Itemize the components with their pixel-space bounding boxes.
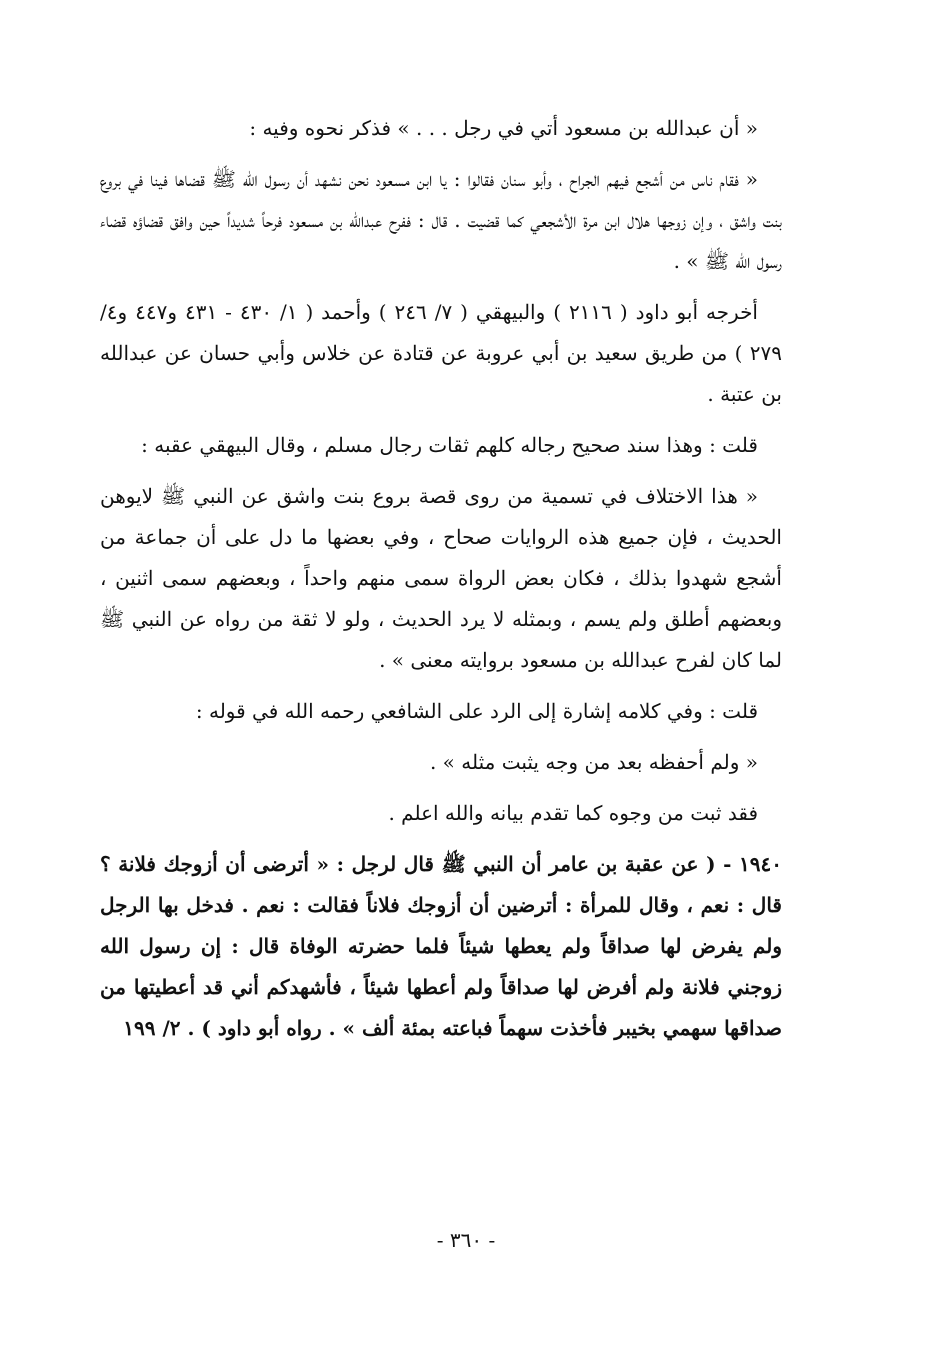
takhrij-paragraph: أخرجه أبو داود ( ٢١١٦ ) والبيهقي ( ٧/ ٢٤٦ ) وأحمد ( ١/ ٤٣٠ - ٤٣١ و٤٤٧ و٤/ ٢٧٩ ) من طريق سعيد بن أبي عروبة عن قتادة عن خلاس وأبي حسان عن عبدالله بن عتبة . — [100, 300, 782, 406]
quote-ashja-paragraph: « فقام ناس من أشجع فيهم الجراح ، وأبو سنان فقالوا : يا ابن مسعود نحن نشهد أن رسول الله ﷺ قضاها فينا في بروع بنت واشق ، وإن زوجها هلال ابن مرة الأشجعي كما قضيت . قال : ففرح عبدالله بن مسعود فرحاً شديداً حين وافق قضاؤه قضاء رسول الله ﷺ » . — [100, 167, 783, 273]
bayhaqi-quote-paragraph: « هذا الاختلاف في تسمية من روى قصة بروع بنت واشق عن النبي ﷺ لايوهن الحديث ، فإن جميع هذه الروايات صحاح ، وفي بعضها ما دل على أن جماعة من أشجع شهدوا بذلك ، فكان بعض الرواة سمى منهم واحداً ، وبعضهم سمى اثنين ، وبعضهم أطلق ولم يسم ، وبمثله لا يرد الحديث ، ولو لا ثقة من رواه عن النبي ﷺ لما كان لفرح عبدالله بن مسعود بروايته معنى » . — [100, 484, 782, 672]
page-number: - ٣٦٠ - — [436, 1228, 496, 1252]
conclusion-paragraph: فقد ثبت من وجوه كما تقدم بيانه والله اعلم . — [388, 801, 758, 825]
hadith-1940-paragraph: ١٩٤٠ - ( عن عقبة بن عامر أن النبي ﷺ قال لرجل : « أترضى أن أزوجك فلانة ؟ قال : نعم ، وقال للمرأة : أترضين أن أزوجك فلاناً فقالت : نعم . فدخل بها الرجل ولم يفرض لها صداقاً ولم يعطها شيئاً فلما حضرته الوفاة قال : إن رسول الله زوجني فلانة ولم أفرض لها صداقاً ولم أعطها شيئاً ، فأشهدكم أني قد أعطيتها من صداقها سهمي بخيبر فأخذت سهماً فباعته بمئة ألف » . رواه أبو داود ) . ٢/ ١٩٩ — [100, 852, 782, 1040]
page-body — [100, 108, 782, 1059]
shafii-comment-paragraph: قلت : وفي كلامه إشارة إلى الرد على الشافعي رحمه الله في قوله : — [195, 699, 758, 723]
shafii-quote-paragraph: « ولم أحفظه بعد من وجه يثبت مثله » . — [429, 750, 758, 774]
isnad-comment-paragraph: قلت : وهذا سند صحيح رجاله كلهم ثقات رجال مسلم ، وقال البيهقي عقبه : — [141, 433, 758, 457]
quote-intro-paragraph: « أن عبدالله بن مسعود أتي في رجل . . . » فذكر نحوه وفيه : — [249, 116, 758, 140]
